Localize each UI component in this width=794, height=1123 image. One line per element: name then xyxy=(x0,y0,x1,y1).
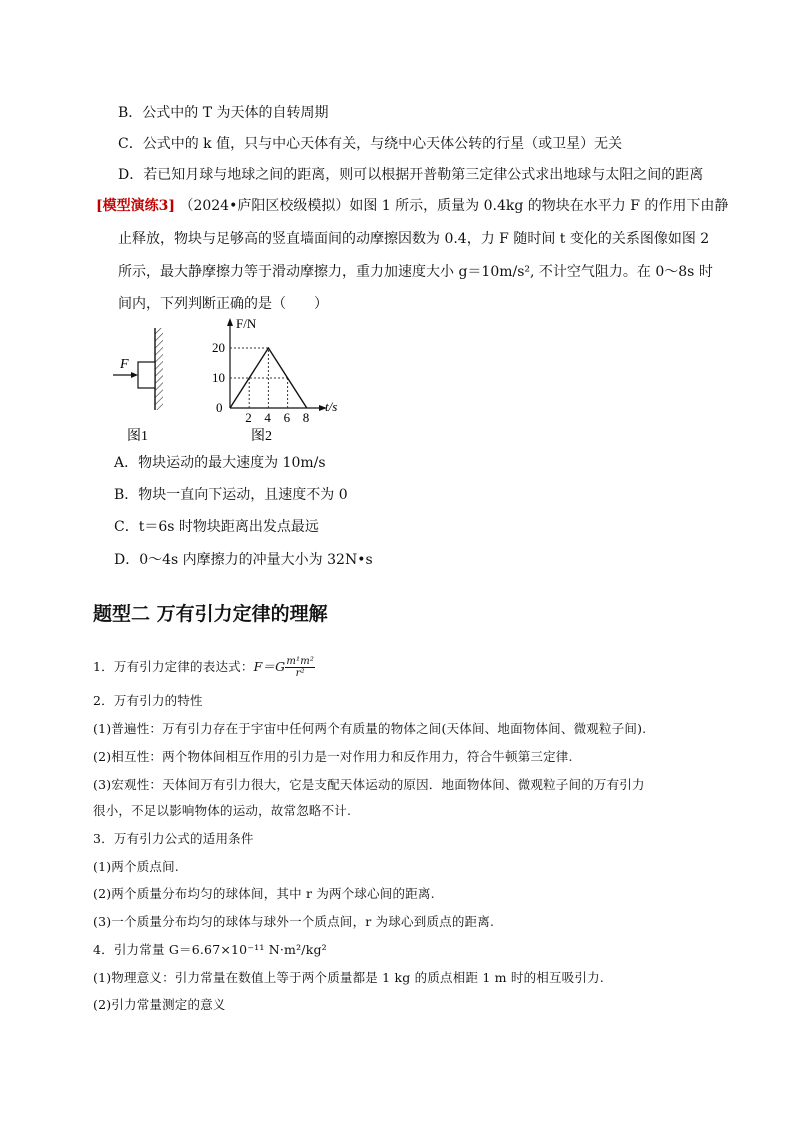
x-axis-label: t/s xyxy=(325,399,338,414)
force-arrow-head xyxy=(131,372,138,378)
block xyxy=(138,362,155,388)
problem-tag: [模型演练3] xyxy=(96,198,175,214)
problem-line-2: 止释放，物块与足够高的竖直墙面间的动摩擦因数为 0.4，力 F 随时间 t 变化的关系图像如图 2 xyxy=(118,231,710,247)
formula-numerator: m¹m² xyxy=(286,656,315,667)
problem-line-3: 所示，最大静摩擦力等于滑动摩擦力，重力加速度大小 g＝10m/s², 不计空气阻力。在 0～8s 时 xyxy=(118,264,713,280)
problem-line-4: 间内，下列判断正确的是（ ） xyxy=(118,296,328,312)
y-tick-label: 20 xyxy=(212,340,225,355)
gravity-formula-fraction xyxy=(285,656,315,679)
wall-hatching xyxy=(155,328,163,410)
note-4-2: (2)引力常量测定的意义 xyxy=(93,997,226,1012)
note-4: 4．引力常量 G＝6.67×10⁻¹¹ N·m²/kg² xyxy=(93,942,327,957)
formula-denominator: r² xyxy=(295,668,305,679)
x-tick-label: 6 xyxy=(283,410,291,425)
note-2-3b: 很小，不足以影响物体的运动，故常忽略不计. xyxy=(93,803,352,818)
note-2-3a: (3)宏观性：天体间万有引力很大，它是支配天体运动的原因．地面物体间、微观粒子间的万有引力 xyxy=(93,777,645,792)
figure-2-chart xyxy=(205,312,355,447)
force-label: F xyxy=(120,357,129,372)
note-4-1: (1)物理意义：引力常量在数值上等于两个质量都是 1 kg 的质点相距 1 m 时的相互吸引力. xyxy=(93,970,604,985)
problem-text-1: （2024•庐阳区校级模拟）如图 1 所示，质量为 0.4kg 的物块在水平力 F 的作用下由静 xyxy=(179,198,729,214)
figure-2-caption: 图2 xyxy=(251,429,272,444)
note-1-prefix: 1．万有引力定律的表达式： xyxy=(93,659,254,674)
note-2-1: (1)普遍性：万有引力存在于宇宙中任何两个有质量的物体之间(天体间、地面物体间、微观粒子间). xyxy=(93,721,647,736)
prev-option-c: C．公式中的 k 值，只与中心天体有关，与绕中心天体公转的行星（或卫星）无关 xyxy=(118,136,623,152)
note-3-2: (2)两个质量分布均匀的球体间，其中 r 为两个球心间的距离. xyxy=(93,886,435,901)
note-3-3: (3)一个质量分布均匀的球体与球外一个质点间，r 为球心到质点的距离. xyxy=(93,914,495,929)
problem-line-1 xyxy=(96,195,728,215)
x-tick-label: 8 xyxy=(302,410,310,425)
note-1 xyxy=(93,656,315,679)
formula-lhs: F＝G xyxy=(253,659,286,674)
x-tick-label: 2 xyxy=(245,410,252,425)
y-axis-label: F/N xyxy=(236,316,257,331)
option-d: D．0～4s 内摩擦力的冲量大小为 32N•s xyxy=(114,552,373,568)
note-2: 2．万有引力的特性 xyxy=(93,693,203,708)
section-title: 题型二 万有引力定律的理解 xyxy=(93,603,328,625)
origin-label: 0 xyxy=(216,400,223,415)
option-a: A．物块运动的最大速度为 10m/s xyxy=(114,455,326,471)
note-3: 3．万有引力公式的适用条件 xyxy=(93,831,254,846)
prev-option-d: D．若已知月球与地球之间的距离，则可以根据开普勒第三定律公式求出地球与太阳之间的距离 xyxy=(118,167,704,183)
note-3-1: (1)两个质点间. xyxy=(93,859,179,874)
figure-1-caption: 图1 xyxy=(127,429,148,444)
note-2-2: (2)相互性：两个物体间相互作用的引力是一对作用力和反作用力，符合牛顿第三定律. xyxy=(93,749,573,764)
x-tick-label: 4 xyxy=(264,410,271,425)
figure-1 xyxy=(105,320,175,450)
prev-option-b: B．公式中的 T 为天体的自转周期 xyxy=(118,105,329,121)
option-b: B．物块一直向下运动，且速度不为 0 xyxy=(114,487,348,503)
y-axis-arrow xyxy=(227,318,233,326)
y-tick-label: 10 xyxy=(212,370,225,385)
option-c: C．t＝6s 时物块距离出发点最远 xyxy=(114,519,319,535)
